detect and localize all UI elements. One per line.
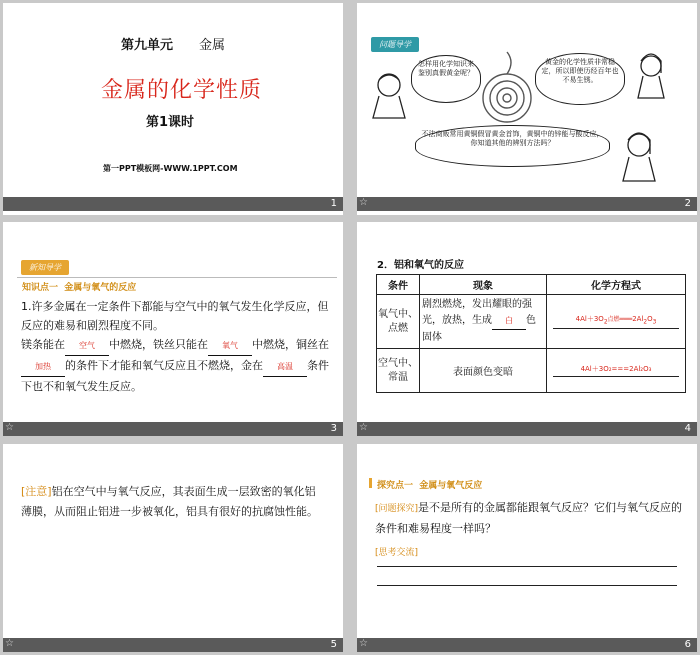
row2-phenomenon: 表面颜色变暗 [420,349,547,393]
page-number: 4 [684,423,691,434]
star-icon: ☆ [359,197,368,208]
slide-5-footer [3,638,343,652]
inquiry-point-label [377,478,482,491]
blank-2: 氧气 [208,336,252,356]
text-part-5: 条件下也不和氧气发生反应。 [21,359,329,393]
page-number: 2 [684,198,691,209]
row2-eq-text: 4Al＋3O₂===2Al₂O₃ [553,364,679,377]
text-part-1: 镁条能在 [21,338,65,351]
answer-line-2 [377,585,677,586]
section-tag: 新知导学 [21,260,69,275]
kp-label: 探究点一 [377,481,414,491]
slide-1[interactable] [3,3,343,215]
row1-eq-cond: 点燃 [607,316,620,324]
row1-phen-tail: 色固体 [422,315,536,343]
speech-bubble-bottom: 不法商贩常用黄铜假冒黄金首饰，黄铜中的锌能与酸反应，你知道其他的辨别方法吗？ [415,125,610,167]
text-part-2: 中燃烧，铁丝只能在 [109,338,208,351]
reaction-table [376,274,686,393]
kp-marker [369,478,372,488]
row1-condition: 氧气中、点燃 [377,295,420,349]
slide-2-footer [357,197,697,211]
body-text [21,297,333,396]
slide-4-footer [357,422,697,436]
slide-3-footer [3,422,343,436]
speech-bubble-right: 黄金的化学性质非常稳定，所以即使历经百年也不易生锈。 [535,53,625,105]
page-number: 6 [684,639,691,650]
slide-3[interactable] [3,222,343,422]
speech-bubble-left: 怎样用化学知识来鉴别真假黄金呢？ [411,55,481,103]
kp-label: 知识点一 [22,283,59,293]
divider [17,277,337,278]
header-condition: 条件 [377,275,420,295]
answer-line-1 [377,566,677,567]
fill-blank-paragraph [21,335,333,396]
slide-title: 金属的化学性质 [101,78,263,103]
kp-title: 金属与氧气反应 [419,481,483,491]
row1-blank: 白 [492,313,526,330]
note-label: [注意] [21,485,52,498]
star-icon: ☆ [5,638,14,649]
page-number: 3 [330,423,337,434]
lesson-label: 第1课时 [146,115,195,130]
site-label: 第一PPT模板网-WWW.1PPT.COM [103,164,238,173]
slide-6[interactable] [357,444,697,638]
row1-phen-text: 剧烈燃烧，发出耀眼的强光，放热，生成 [422,299,532,326]
kp-title: 金属与氧气的反应 [64,283,137,293]
blank-3: 加热 [21,357,65,377]
slide-6-footer [357,638,697,652]
row2-equation [547,349,686,393]
boy-icon [373,74,405,118]
section-tag: 问题导学 [371,37,419,52]
header-equation: 化学方程式 [547,275,686,295]
slide-5[interactable] [3,444,343,638]
illustration [357,3,697,197]
row1-eq-left: 4Al＋3O [575,315,604,324]
text-part-4: 的条件下才能和氧气反应且不燃烧，金在 [65,359,263,372]
line-1: 1.许多金属在一定条件下都能与空气中的氧气发生化学反应，但反应的难易和剧烈程度不同。 [21,300,329,332]
unit-topic: 金属 [199,38,226,53]
blank-1: 空气 [65,336,109,356]
page-number: 1 [330,198,337,209]
question-label: [问题探究] [375,504,419,514]
row2-condition: 空气中、常温 [377,349,420,393]
question-body: 是不是所有的金属都能跟氧气反应？它们与氧气反应的条件和难易程度一样吗？ [375,501,683,535]
note-body: 铝在空气中与氧气反应，其表面生成一层致密的氧化铝薄膜，从而阻止铝进一步被氧化，铝具有很好的抗腐蚀性能。 [21,485,318,518]
gold-chain-icon [483,52,531,122]
girl-right-icon [623,133,655,181]
row1-eq-right: 2Al [632,315,644,324]
row1-phenomenon [420,295,547,349]
slide-4[interactable] [357,222,697,422]
star-icon: ☆ [359,422,368,433]
star-icon: ☆ [359,638,368,649]
think-label: [思考交流] [375,548,419,558]
girl-left-icon [638,54,664,98]
section-heading: 2．铝和氧气的反应 [377,260,464,271]
question-text [375,498,687,539]
row1-equation: $4Al+3O_2$点燃$═══2Al_2O_3$ [547,295,686,349]
knowledge-point-label [22,280,136,293]
unit-label: 第九单元 [121,38,174,53]
slide-2[interactable] [357,3,697,215]
slide-1-footer [3,197,343,211]
note-text [21,482,321,522]
header-phenomenon: 现象 [420,275,547,295]
blank-4: 高温 [263,357,307,377]
text-part-3: 中燃烧，铜丝在 [252,338,329,351]
star-icon: ☆ [5,422,14,433]
page-number: 5 [330,639,337,650]
